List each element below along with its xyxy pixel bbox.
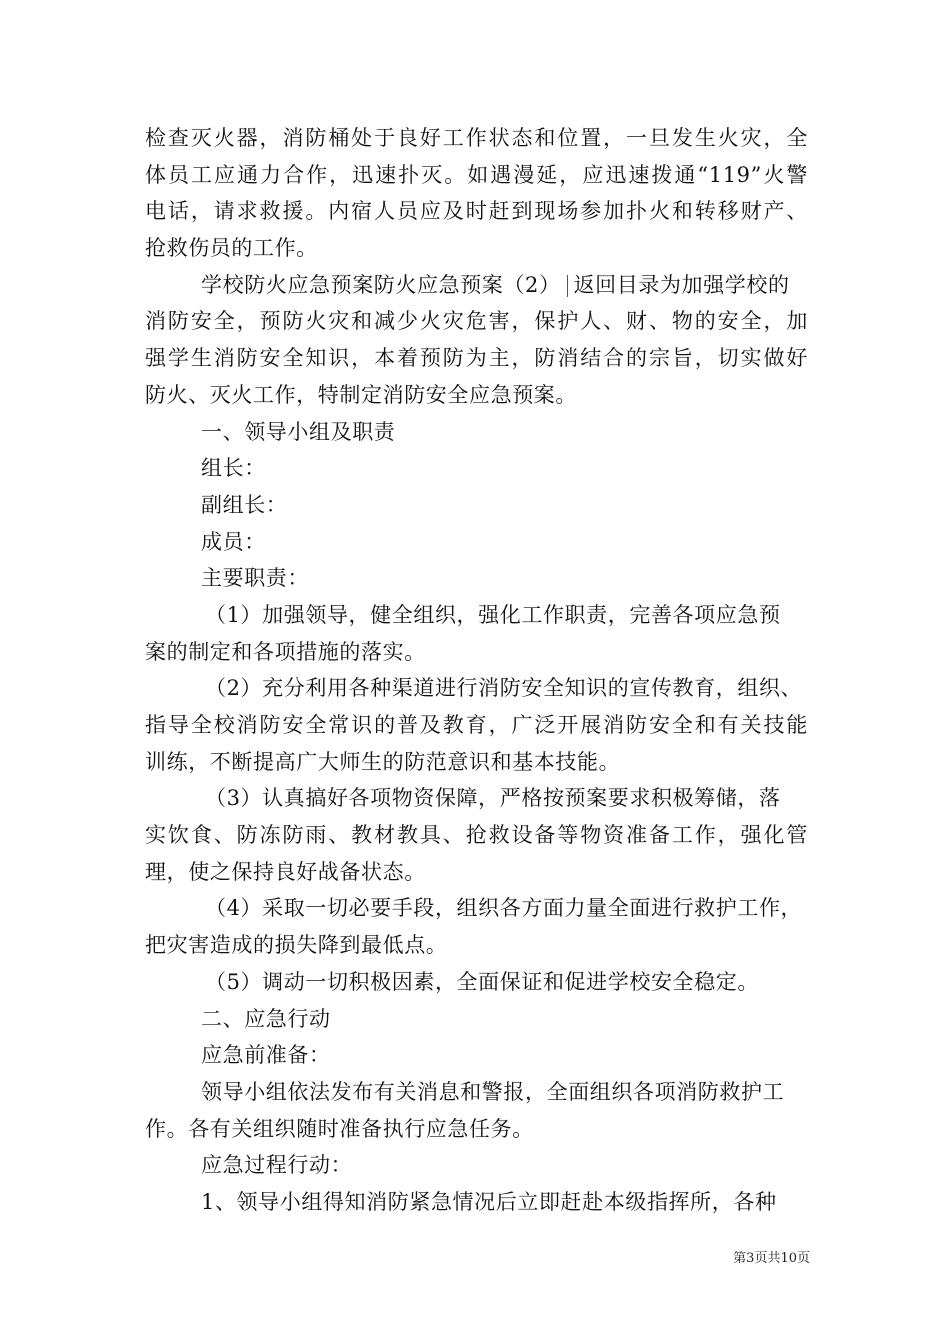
document-body [145, 120, 808, 1221]
text-line: 1、领导小组得知消防紧急情况后立即赶赴本级指挥所，各种 [201, 1189, 777, 1214]
section-title-text: 学校防火应急预案防火应急预案（2） [201, 272, 561, 297]
text-line: 理，使之保持良好战备状态。 [145, 859, 426, 884]
text-line: 体员工应通力合作，迅速扑灭。如遇漫延，应迅速拨通“119”火警 [145, 162, 808, 187]
text-line: （1）加强领导，健全组织，强化工作职责，完善各项应急预 [205, 602, 781, 627]
section-heading: 二、应急行动 [201, 1006, 331, 1031]
text-line: 电话，请求救援。内宿人员应及时赶到现场参加扑火和转移财产、 [145, 199, 808, 224]
text-line: 主要职责： [201, 566, 309, 591]
text-line-with-separator [145, 267, 808, 304]
text-line: （2）充分利用各种渠道进行消防安全知识的宣传教育，组织、 [205, 676, 803, 701]
text-line: 检查灭火器，消防桶处于良好工作状态和位置，一旦发生火灾，全 [145, 126, 808, 150]
text-line: 训练，不断提高广大师生的防范意识和基本技能。 [145, 749, 621, 774]
text-line: 把灾害造成的损失降到最低点。 [145, 933, 448, 958]
text-line: 指导全校消防安全常识的普及教育，广泛开展消防安全和有关技能 [145, 713, 808, 737]
text-line: 防火、灭火工作，特制定消防安全应急预案。 [145, 382, 577, 407]
text-line: 实饮食、防冻防雨、教材教具、抢救设备等物资准备工作，强化管 [145, 823, 808, 848]
text-line: 成员： [201, 529, 266, 554]
text-line: 消防安全，预防火灾和减少火灾危害，保护人、财、物的安全，加 [145, 309, 808, 334]
return-link-text: 返回目录为加强学校的 [573, 272, 790, 297]
text-line: 领导小组依法发布有关消息和警报，全面组织各项消防救护工 [201, 1079, 785, 1104]
text-line: 应急前准备： [201, 1043, 331, 1068]
page-number: 第3页共10页 [733, 1251, 810, 1266]
section-heading: 一、领导小组及职责 [201, 419, 396, 444]
text-line: 案的制定和各项措施的落实。 [145, 639, 426, 664]
text-line: 强学生消防安全知识，本着预防为主，防消结合的宗旨，切实做好 [145, 346, 808, 371]
text-line: 组长： [201, 456, 266, 481]
text-line: 抢救伤员的工作。 [145, 236, 318, 261]
text-line: 副组长： [201, 492, 288, 517]
separator-bar [567, 275, 568, 297]
text-line: （5）调动一切积极因素，全面保证和促进学校安全稳定。 [205, 969, 759, 994]
text-line: （3）认真搞好各项物资保障，严格按预案要求积极筹储，落 [205, 786, 781, 811]
text-line: 作。各有关组织随时准备执行应急任务。 [145, 1116, 534, 1141]
text-line: （4）采取一切必要手段，组织各方面力量全面进行救护工作， [205, 896, 803, 921]
text-line: 应急过程行动： [201, 1153, 353, 1178]
